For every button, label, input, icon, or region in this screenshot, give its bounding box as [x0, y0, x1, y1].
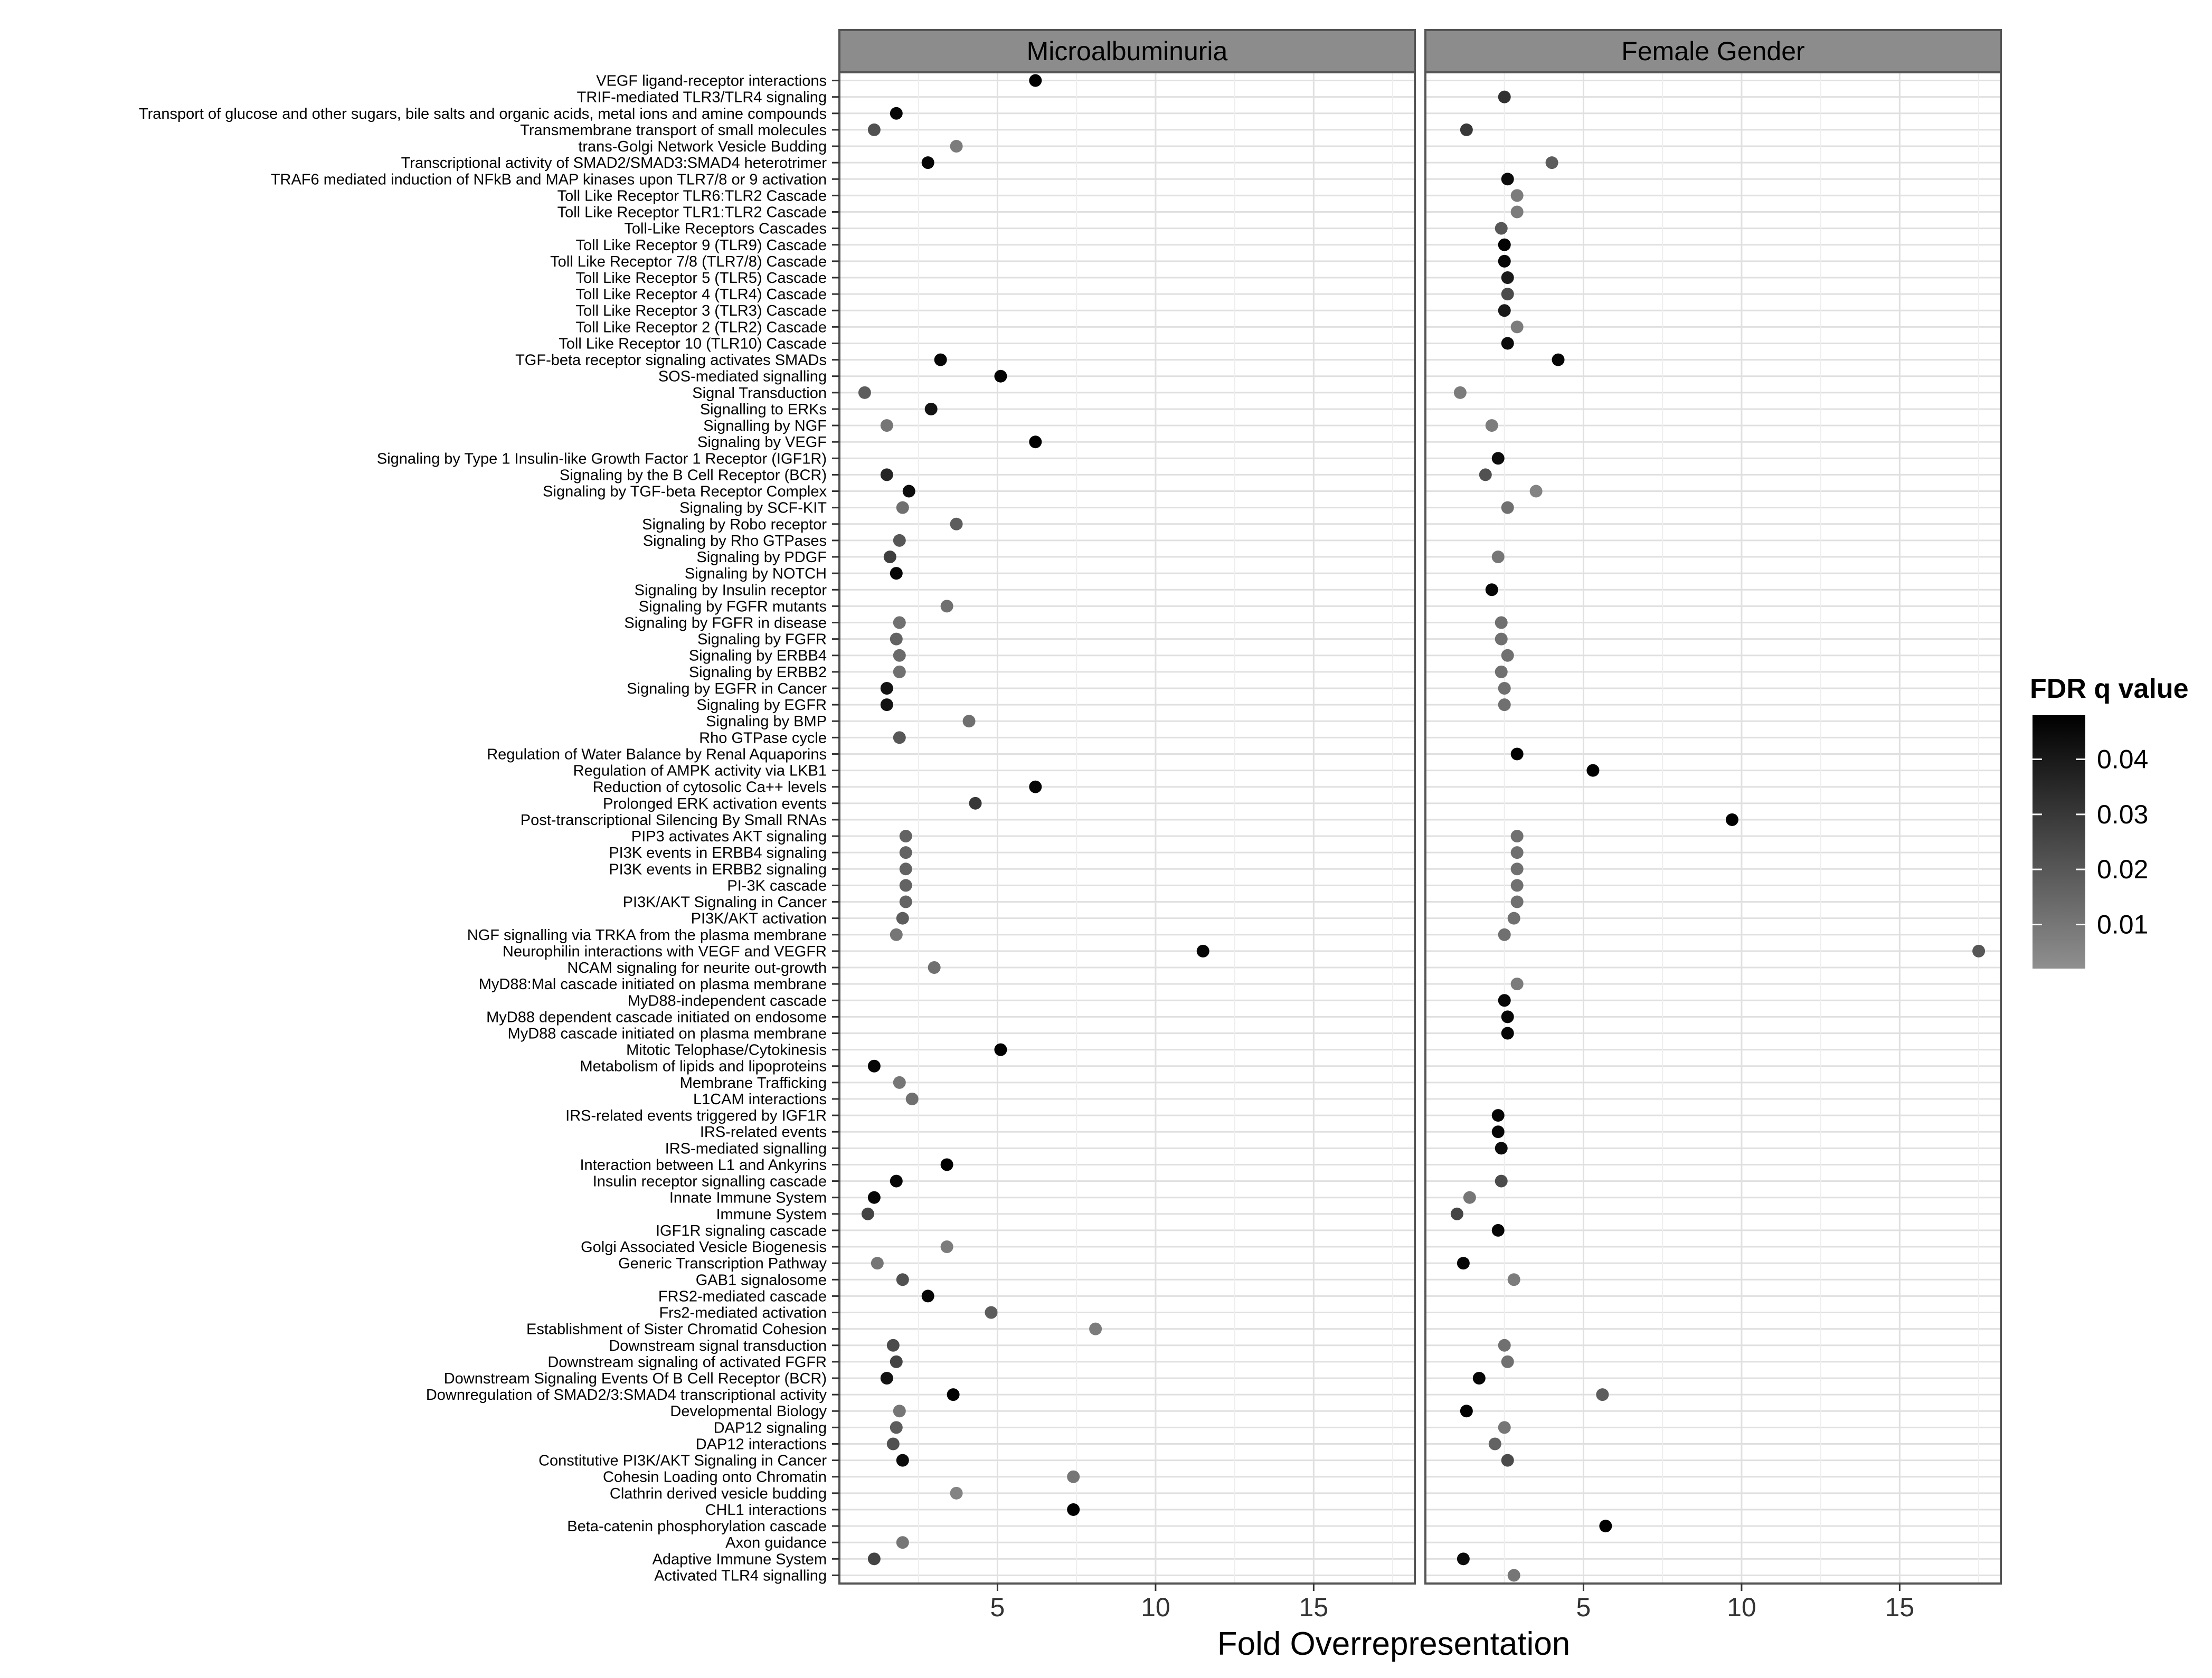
- data-point: [1511, 320, 1524, 333]
- pathway-label: PI3K/AKT Signaling in Cancer: [622, 894, 827, 911]
- data-point: [947, 1388, 960, 1401]
- data-point: [1460, 124, 1473, 136]
- data-point: [890, 633, 903, 646]
- pathway-label: trans-Golgi Network Vesicle Budding: [578, 138, 827, 156]
- pathway-label: Establishment of Sister Chromatid Cohesion: [526, 1321, 827, 1338]
- pathway-label: Signaling by Type 1 Insulin-like Growth Factor 1 Receptor (IGF1R): [376, 450, 827, 468]
- pathway-label: Beta-catenin phosphorylation cascade: [567, 1518, 827, 1535]
- data-point: [1498, 255, 1511, 268]
- label-layer: [139, 73, 827, 1585]
- data-point: [1492, 1125, 1505, 1138]
- pathway-label: DAP12 interactions: [695, 1436, 827, 1453]
- data-point: [1498, 1421, 1511, 1434]
- data-point: [1511, 830, 1524, 842]
- data-point: [887, 1339, 900, 1352]
- pathway-label: Regulation of Water Balance by Renal Aquaporins: [487, 746, 827, 763]
- data-point: [1498, 928, 1511, 941]
- data-point: [1479, 468, 1492, 481]
- data-point: [1501, 1027, 1514, 1039]
- data-point: [896, 501, 909, 514]
- legend: [2030, 674, 2189, 969]
- x-tick-label: 10: [1727, 1592, 1756, 1622]
- data-point: [1486, 419, 1498, 432]
- pathway-label: Regulation of AMPK activity via LKB1: [573, 762, 827, 780]
- data-point: [1501, 173, 1514, 185]
- data-point: [890, 1175, 903, 1188]
- pathway-label: SOS-mediated signalling: [658, 368, 827, 385]
- data-point: [1511, 978, 1524, 990]
- data-point: [922, 156, 934, 169]
- data-point: [1029, 435, 1042, 448]
- pathway-label: Signaling by the B Cell Receptor (BCR): [559, 467, 827, 484]
- data-point: [1454, 386, 1467, 399]
- data-point: [941, 1158, 953, 1171]
- data-point: [1498, 994, 1511, 1007]
- data-point: [1495, 1142, 1508, 1154]
- data-point: [1492, 551, 1505, 563]
- pathway-label: Innate Immune System: [669, 1189, 827, 1207]
- pathway-label: Downstream signal transduction: [609, 1337, 827, 1354]
- data-point: [1067, 1471, 1080, 1483]
- pathway-label: IRS-related events: [699, 1124, 827, 1141]
- data-point: [887, 1437, 900, 1450]
- data-point: [1546, 156, 1558, 169]
- data-point: [884, 551, 896, 563]
- data-point: [941, 600, 953, 612]
- grid-layer: [839, 72, 2001, 1584]
- data-point: [881, 468, 893, 481]
- data-point: [871, 1257, 884, 1269]
- data-point: [928, 961, 941, 974]
- pathway-label: IRS-mediated signalling: [665, 1140, 827, 1158]
- data-point: [1492, 1109, 1505, 1122]
- pathway-label: Insulin receptor signalling cascade: [592, 1173, 827, 1190]
- legend-tick-label: 0.02: [2097, 855, 2149, 885]
- data-point: [1460, 1405, 1473, 1417]
- pathway-label: MyD88 cascade initiated on plasma membrane: [507, 1025, 827, 1042]
- data-point: [994, 370, 1007, 383]
- data-point: [1495, 617, 1508, 629]
- data-point: [868, 1060, 881, 1073]
- data-point: [1498, 698, 1511, 711]
- pathway-label: Transmembrane transport of small molecules: [520, 121, 827, 139]
- pathway-label: NCAM signaling for neurite out-growth: [567, 960, 827, 977]
- data-point: [1501, 288, 1514, 300]
- pathway-label: Adaptive Immune System: [652, 1551, 827, 1568]
- pathway-label: IRS-related events triggered by IGF1R: [565, 1107, 827, 1125]
- pathway-label: Signaling by FGFR mutants: [638, 598, 827, 615]
- data-point: [903, 485, 915, 498]
- data-point: [941, 1240, 953, 1253]
- legend-tick-label: 0.01: [2097, 909, 2149, 940]
- data-point: [896, 912, 909, 925]
- data-point: [881, 682, 893, 695]
- data-point: [900, 830, 912, 842]
- data-point: [1508, 1569, 1520, 1581]
- data-point: [994, 1044, 1007, 1056]
- data-point: [1530, 485, 1543, 498]
- data-point: [862, 1208, 874, 1220]
- data-point: [1473, 1372, 1486, 1385]
- pathway-label: Toll Like Receptor 5 (TLR5) Cascade: [575, 269, 827, 287]
- pathway-label: Frs2-mediated activation: [659, 1304, 827, 1322]
- data-point: [896, 1273, 909, 1286]
- pathway-label: Activated TLR4 signalling: [654, 1567, 827, 1585]
- data-point: [1596, 1388, 1609, 1401]
- x-tick-label: 5: [1576, 1592, 1591, 1622]
- pathway-label: Axon guidance: [725, 1534, 827, 1552]
- data-point: [890, 1355, 903, 1368]
- facet-strip-label: Female Gender: [1621, 36, 1805, 66]
- pathway-label: Signaling by BMP: [706, 713, 827, 731]
- pathway-label: Signaling by Insulin receptor: [634, 582, 827, 599]
- pathway-label: Signaling by PDGF: [696, 549, 827, 566]
- data-point: [893, 666, 906, 678]
- pathway-label: TRAF6 mediated induction of NFkB and MAP kinases upon TLR7/8 or 9 activation: [270, 171, 827, 188]
- x-tick-label: 15: [1299, 1592, 1329, 1622]
- pathway-label: Neurophilin interactions with VEGF and VEGFR: [502, 943, 827, 960]
- pathway-label: Signaling by NOTCH: [684, 565, 827, 583]
- data-point: [1511, 206, 1524, 219]
- data-point: [1508, 912, 1520, 925]
- data-point: [1501, 1454, 1514, 1467]
- pathway-label: NGF signalling via TRKA from the plasma membrane: [467, 926, 827, 944]
- pathway-label: Signaling by ERBB2: [688, 663, 827, 681]
- data-point: [950, 518, 963, 530]
- pathway-label: Signal Transduction: [692, 384, 827, 402]
- x-tick-label: 10: [1141, 1592, 1170, 1622]
- data-point: [868, 124, 881, 136]
- pathway-label: Rho GTPase cycle: [699, 729, 827, 747]
- pathway-label: TRIF-mediated TLR3/TLR4 signaling: [576, 89, 827, 106]
- pathway-label: PI3K events in ERBB2 signaling: [609, 861, 827, 878]
- pathway-label: GAB1 signalosome: [695, 1272, 827, 1289]
- pathway-label: DAP12 signaling: [713, 1419, 827, 1437]
- pathway-label: Transcriptional activity of SMAD2/SMAD3:SMAD4 heterotrimer: [401, 155, 827, 172]
- pathway-label: Mitotic Telophase/Cytokinesis: [626, 1041, 827, 1059]
- data-point: [1457, 1552, 1470, 1565]
- pathway-label: Prolonged ERK activation events: [603, 795, 827, 812]
- data-point: [1501, 649, 1514, 662]
- data-point: [893, 1076, 906, 1089]
- data-point: [1511, 879, 1524, 892]
- data-point: [893, 1405, 906, 1417]
- data-point: [1511, 846, 1524, 859]
- data-point: [925, 403, 938, 415]
- data-point: [1501, 337, 1514, 349]
- panel-background: [1425, 72, 2001, 1584]
- pathway-label: Signalling by NGF: [703, 418, 827, 435]
- pathway-label: Signaling by FGFR: [697, 631, 827, 648]
- data-point: [1067, 1503, 1080, 1516]
- data-point: [1457, 1257, 1470, 1269]
- data-point: [858, 386, 871, 399]
- data-point: [1495, 222, 1508, 235]
- data-point: [985, 1306, 997, 1319]
- data-point: [868, 1191, 881, 1204]
- legend-color-bar: [2033, 715, 2085, 969]
- data-point: [893, 617, 906, 629]
- data-point: [934, 354, 947, 366]
- data-point: [1029, 74, 1042, 87]
- panel-background: [839, 72, 1415, 1584]
- data-point: [890, 1421, 903, 1434]
- pathway-label: PIP3 activates AKT signaling: [631, 828, 827, 846]
- pathway-label: Toll Like Receptor 4 (TLR4) Cascade: [575, 286, 827, 304]
- data-point: [1489, 1437, 1501, 1450]
- pathway-label: Toll Like Receptor 3 (TLR3) Cascade: [575, 302, 827, 320]
- data-point: [1511, 896, 1524, 908]
- pathway-label: MyD88-independent cascade: [627, 992, 827, 1010]
- pathway-label: Toll Like Receptor 7/8 (TLR7/8) Cascade: [550, 253, 827, 270]
- data-point: [881, 698, 893, 711]
- pathway-label: Metabolism of lipids and lipoproteins: [580, 1058, 827, 1075]
- data-point: [900, 879, 912, 892]
- data-point: [1492, 1224, 1505, 1237]
- legend-title: FDR q value: [2030, 674, 2189, 704]
- pathway-label: Golgi Associated Vesicle Biogenesis: [581, 1239, 827, 1256]
- pathway-label: Downstream Signaling Events Of B Cell Receptor (BCR): [443, 1370, 827, 1388]
- data-point: [1501, 501, 1514, 514]
- data-point: [1463, 1191, 1476, 1204]
- data-point: [1511, 189, 1524, 202]
- data-point: [1089, 1323, 1102, 1335]
- x-tick-label: 5: [990, 1592, 1005, 1622]
- facet-strip-label: Microalbuminuria: [1026, 36, 1228, 66]
- pathway-label: MyD88 dependent cascade initiated on endosome: [486, 1009, 827, 1026]
- pathway-label: Signaling by Rho GTPases: [642, 532, 827, 549]
- data-point: [881, 1372, 893, 1385]
- data-point: [890, 567, 903, 580]
- pathway-label: Signaling by Robo receptor: [642, 516, 827, 533]
- data-point: [868, 1552, 881, 1565]
- data-point: [900, 896, 912, 908]
- data-point: [900, 846, 912, 859]
- pathway-label: FRS2-mediated cascade: [658, 1288, 827, 1305]
- data-point: [1511, 747, 1524, 760]
- pathway-label: CHL1 interactions: [705, 1501, 827, 1519]
- data-point: [1029, 781, 1042, 793]
- data-point: [969, 797, 982, 810]
- pathway-label: Signaling by TGF-beta Receptor Complex: [543, 483, 827, 500]
- data-point: [1498, 1339, 1511, 1352]
- pathway-label: Toll Like Receptor TLR1:TLR2 Cascade: [557, 204, 827, 221]
- data-point: [1511, 862, 1524, 875]
- pathway-label: IGF1R signaling cascade: [656, 1222, 827, 1239]
- pathway-label: VEGF ligand-receptor interactions: [596, 72, 827, 90]
- pathway-label: Clathrin derived vesicle budding: [609, 1485, 827, 1502]
- data-point: [1451, 1208, 1463, 1220]
- pathway-label: Downstream signaling of activated FGFR: [547, 1353, 827, 1371]
- pathway-label: Signaling by EGFR: [696, 697, 827, 714]
- pathway-label: Generic Transcription Pathway: [618, 1255, 827, 1273]
- pathway-label: Toll Like Receptor 10 (TLR10) Cascade: [559, 335, 827, 353]
- data-point: [1726, 813, 1738, 826]
- pathway-label: Signaling by SCF-KIT: [679, 499, 827, 517]
- x-axis-title: Fold Overrepresentation: [1217, 1626, 1571, 1662]
- data-point: [1495, 1175, 1508, 1188]
- data-point: [1197, 945, 1209, 957]
- data-point: [1498, 91, 1511, 103]
- data-point: [881, 419, 893, 432]
- data-point: [1501, 271, 1514, 284]
- pathway-label: PI3K/AKT activation: [691, 910, 827, 927]
- pathway-label: Reduction of cytosolic Ca++ levels: [592, 779, 827, 796]
- data-point: [896, 1454, 909, 1467]
- data-point: [1498, 304, 1511, 317]
- data-point: [1495, 666, 1508, 678]
- data-point: [906, 1093, 919, 1105]
- pathway-label: Immune System: [716, 1206, 827, 1223]
- data-point: [893, 649, 906, 662]
- data-point: [1498, 239, 1511, 251]
- data-point: [963, 715, 976, 727]
- data-point: [1552, 354, 1565, 366]
- pathway-label: Signaling by ERBB4: [688, 647, 827, 665]
- pathway-label: Toll Like Receptor TLR6:TLR2 Cascade: [557, 187, 827, 205]
- pathway-label: Signalling to ERKs: [699, 401, 827, 418]
- data-point: [922, 1290, 934, 1302]
- legend-tick-label: 0.03: [2097, 799, 2149, 829]
- legend-tick-label: 0.04: [2097, 744, 2149, 774]
- pathway-label: PI-3K cascade: [727, 877, 827, 895]
- pathway-label: MyD88:Mal cascade initiated on plasma membrane: [478, 976, 827, 993]
- data-point: [1586, 764, 1599, 777]
- pathway-label: Toll Like Receptor 2 (TLR2) Cascade: [575, 319, 827, 336]
- data-point: [890, 928, 903, 941]
- data-point: [1486, 583, 1498, 596]
- pathway-label: Post-transcriptional Silencing By Small RNAs: [520, 811, 827, 829]
- pathway-label: Signaling by EGFR in Cancer: [627, 680, 827, 697]
- pathway-label: Developmental Biology: [670, 1403, 827, 1420]
- pathway-label: L1CAM interactions: [693, 1091, 827, 1108]
- data-point: [1599, 1520, 1612, 1532]
- pathway-label: Signaling by FGFR in disease: [624, 614, 827, 632]
- pathway-label: Downregulation of SMAD2/3:SMAD4 transcriptional activity: [426, 1387, 827, 1404]
- pathway-label: Toll-Like Receptors Cascades: [624, 220, 827, 238]
- pathway-label: Constitutive PI3K/AKT Signaling in Cancer: [538, 1452, 827, 1470]
- pathway-label: Toll Like Receptor 9 (TLR9) Cascade: [575, 236, 827, 254]
- data-point: [1495, 633, 1508, 646]
- data-point: [896, 1536, 909, 1549]
- data-point: [893, 534, 906, 547]
- x-tick-label: 15: [1885, 1592, 1915, 1622]
- data-point: [1501, 1010, 1514, 1023]
- data-point: [890, 107, 903, 120]
- data-point: [1501, 1355, 1514, 1368]
- data-point: [950, 1487, 963, 1500]
- pathway-label: PI3K events in ERBB4 signaling: [609, 845, 827, 862]
- pathway-label: TGF-beta receptor signaling activates SMADs: [515, 352, 827, 369]
- data-point: [1492, 452, 1505, 464]
- data-point: [950, 140, 963, 153]
- pathway-label: Transport of glucose and other sugars, bile salts and organic acids, metal ions and amine compounds: [138, 105, 827, 122]
- pathway-label: Cohesin Loading onto Chromatin: [603, 1468, 827, 1486]
- data-point: [1498, 682, 1511, 695]
- data-point: [900, 862, 912, 875]
- pathway-label: Signaling by VEGF: [697, 434, 827, 451]
- pathway-label: Membrane Trafficking: [679, 1074, 827, 1092]
- pathway-label: Interaction between L1 and Ankyrins: [580, 1156, 827, 1174]
- data-point: [893, 731, 906, 744]
- data-point: [1972, 945, 1985, 957]
- data-point: [1508, 1273, 1520, 1286]
